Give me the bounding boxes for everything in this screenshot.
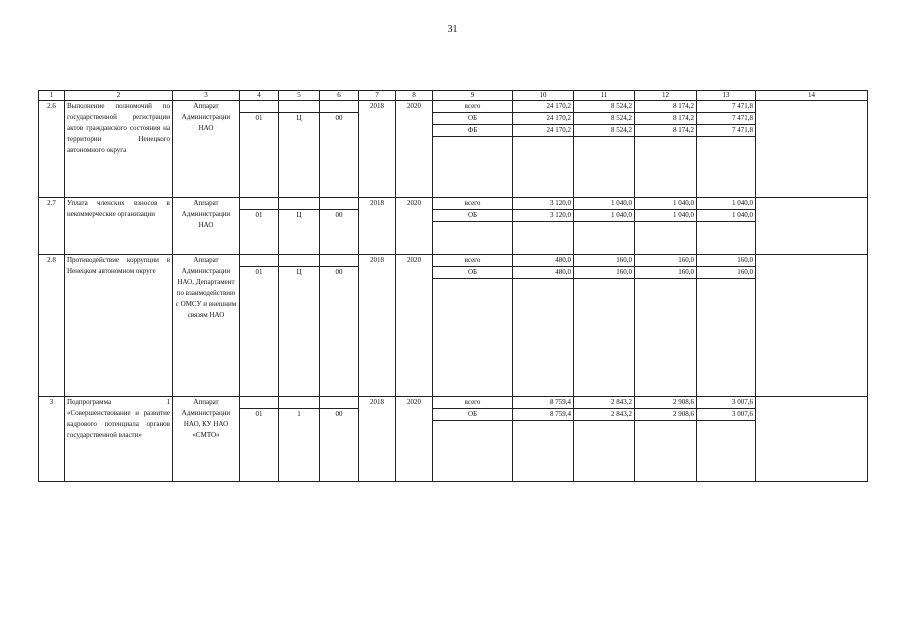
year-start: 2018 xyxy=(359,101,396,198)
amount-year-3: 160,0 xyxy=(697,255,756,267)
code-4: 01 xyxy=(240,409,279,482)
amount-year-2: 8 174,2 xyxy=(635,125,697,137)
amount-year-2: 1 040,0 xyxy=(635,210,697,222)
amount-year-2: 2 908,6 xyxy=(635,397,697,409)
year-start: 2018 xyxy=(359,397,396,482)
empty-cell xyxy=(574,279,635,397)
funding-source: ОБ xyxy=(433,210,513,222)
empty-cell xyxy=(574,222,635,255)
amount-total: 3 120,0 xyxy=(513,210,574,222)
amount-year-2: 8 174,2 xyxy=(635,113,697,125)
page-number: 31 xyxy=(447,24,458,35)
col-header: 14 xyxy=(756,91,868,101)
code-cell xyxy=(279,198,320,210)
empty-cell xyxy=(433,421,513,482)
amount-year-2: 160,0 xyxy=(635,255,697,267)
amount-total: 24 170,2 xyxy=(513,101,574,113)
col-header: 9 xyxy=(433,91,513,101)
amount-year-1: 8 524,2 xyxy=(574,125,635,137)
amount-year-3: 1 040,0 xyxy=(697,198,756,210)
empty-cell xyxy=(635,421,697,482)
activity-name: Подпрограмма 1 «Совершенствование и развитие кадрового потенциала органов государственной власти» xyxy=(65,397,173,482)
activity-name: Противодействие коррупции в Ненецком автономном округе xyxy=(65,255,173,397)
code-cell xyxy=(279,397,320,409)
code-5: Ц xyxy=(279,113,320,198)
col-header: 5 xyxy=(279,91,320,101)
empty-cell xyxy=(513,222,574,255)
note-cell xyxy=(756,397,868,482)
program-table xyxy=(38,90,868,482)
table-row xyxy=(39,198,868,210)
empty-cell xyxy=(697,279,756,397)
empty-cell xyxy=(433,137,513,198)
amount-total: 480,0 xyxy=(513,267,574,279)
year-start: 2018 xyxy=(359,255,396,397)
empty-cell xyxy=(635,222,697,255)
code-cell xyxy=(279,255,320,267)
table-row xyxy=(39,255,868,267)
amount-year-1: 8 524,2 xyxy=(574,113,635,125)
funding-source: ОБ xyxy=(433,409,513,421)
code-6: 00 xyxy=(320,113,359,198)
amount-year-3: 3 007,6 xyxy=(697,409,756,421)
funding-source: всего xyxy=(433,198,513,210)
empty-cell xyxy=(697,137,756,198)
amount-year-1: 8 524,2 xyxy=(574,101,635,113)
empty-cell xyxy=(574,421,635,482)
col-header: 12 xyxy=(635,91,697,101)
amount-year-1: 1 040,0 xyxy=(574,198,635,210)
amount-year-3: 160,0 xyxy=(697,267,756,279)
code-cell xyxy=(320,397,359,409)
amount-year-2: 8 174,2 xyxy=(635,101,697,113)
note-cell xyxy=(756,255,868,397)
empty-cell xyxy=(513,279,574,397)
amount-year-3: 7 471,8 xyxy=(697,101,756,113)
empty-cell xyxy=(635,279,697,397)
amount-year-3: 7 471,8 xyxy=(697,113,756,125)
code-5: 1 xyxy=(279,409,320,482)
row-number: 2.7 xyxy=(39,198,65,255)
table-row xyxy=(39,101,868,113)
amount-year-2: 1 040,0 xyxy=(635,198,697,210)
code-cell xyxy=(320,198,359,210)
col-header: 8 xyxy=(396,91,433,101)
col-header: 2 xyxy=(65,91,173,101)
col-header: 11 xyxy=(574,91,635,101)
amount-year-3: 7 471,8 xyxy=(697,125,756,137)
code-6: 00 xyxy=(320,210,359,255)
amount-total: 24 170,2 xyxy=(513,125,574,137)
amount-total: 480,0 xyxy=(513,255,574,267)
code-5: Ц xyxy=(279,210,320,255)
code-6: 00 xyxy=(320,267,359,397)
executor: Аппарат Администрации НАО xyxy=(173,198,240,255)
col-header: 4 xyxy=(240,91,279,101)
table-row xyxy=(39,397,868,409)
col-header: 3 xyxy=(173,91,240,101)
year-end: 2020 xyxy=(396,397,433,482)
activity-name: Выполнение полномочий по государственной регистрации актов гражданского состояния на территории Ненецкого автономного округа xyxy=(65,101,173,198)
table-header-row xyxy=(39,91,868,101)
executor: Аппарат Администрации НАО, Департамент по взаимодействию с ОМСУ и внешним связям НАО xyxy=(173,255,240,397)
funding-source: всего xyxy=(433,397,513,409)
amount-year-2: 160,0 xyxy=(635,267,697,279)
note-cell xyxy=(756,101,868,198)
empty-cell xyxy=(513,137,574,198)
amount-total: 8 759,4 xyxy=(513,409,574,421)
amount-year-1: 2 843,2 xyxy=(574,409,635,421)
col-header: 13 xyxy=(697,91,756,101)
col-header: 1 xyxy=(39,91,65,101)
empty-cell xyxy=(574,137,635,198)
code-6: 00 xyxy=(320,409,359,482)
code-cell xyxy=(240,198,279,210)
code-cell xyxy=(279,101,320,113)
empty-cell xyxy=(513,421,574,482)
col-header: 7 xyxy=(359,91,396,101)
code-cell xyxy=(240,397,279,409)
amount-year-3: 1 040,0 xyxy=(697,210,756,222)
amount-total: 24 170,2 xyxy=(513,113,574,125)
code-cell xyxy=(240,101,279,113)
note-cell xyxy=(756,198,868,255)
amount-total: 8 759,4 xyxy=(513,397,574,409)
amount-year-3: 3 007,6 xyxy=(697,397,756,409)
empty-cell xyxy=(697,421,756,482)
year-end: 2020 xyxy=(396,255,433,397)
executor: Аппарат Администрации НАО, КУ НАО «СМТО» xyxy=(173,397,240,482)
amount-year-2: 2 908,6 xyxy=(635,409,697,421)
year-start: 2018 xyxy=(359,198,396,255)
code-cell xyxy=(320,255,359,267)
code-4: 01 xyxy=(240,267,279,397)
amount-year-1: 160,0 xyxy=(574,255,635,267)
code-cell xyxy=(320,101,359,113)
amount-year-1: 1 040,0 xyxy=(574,210,635,222)
row-number: 3 xyxy=(39,397,65,482)
empty-cell xyxy=(433,279,513,397)
col-header: 6 xyxy=(320,91,359,101)
empty-cell xyxy=(697,222,756,255)
funding-source: ОБ xyxy=(433,267,513,279)
funding-source: ФБ xyxy=(433,125,513,137)
year-end: 2020 xyxy=(396,101,433,198)
empty-cell xyxy=(433,222,513,255)
year-end: 2020 xyxy=(396,198,433,255)
funding-source: всего xyxy=(433,101,513,113)
funding-source: ОБ xyxy=(433,113,513,125)
code-5: Ц xyxy=(279,267,320,397)
funding-source: всего xyxy=(433,255,513,267)
amount-year-1: 160,0 xyxy=(574,267,635,279)
empty-cell xyxy=(635,137,697,198)
activity-name: Уплата членских взносов в некоммерческие организации xyxy=(65,198,173,255)
executor: Аппарат Администрации НАО xyxy=(173,101,240,198)
col-header: 10 xyxy=(513,91,574,101)
row-number: 2.8 xyxy=(39,255,65,397)
code-4: 01 xyxy=(240,113,279,198)
amount-year-1: 2 843,2 xyxy=(574,397,635,409)
row-number: 2.6 xyxy=(39,101,65,198)
amount-total: 3 120,0 xyxy=(513,198,574,210)
code-4: 01 xyxy=(240,210,279,255)
code-cell xyxy=(240,255,279,267)
